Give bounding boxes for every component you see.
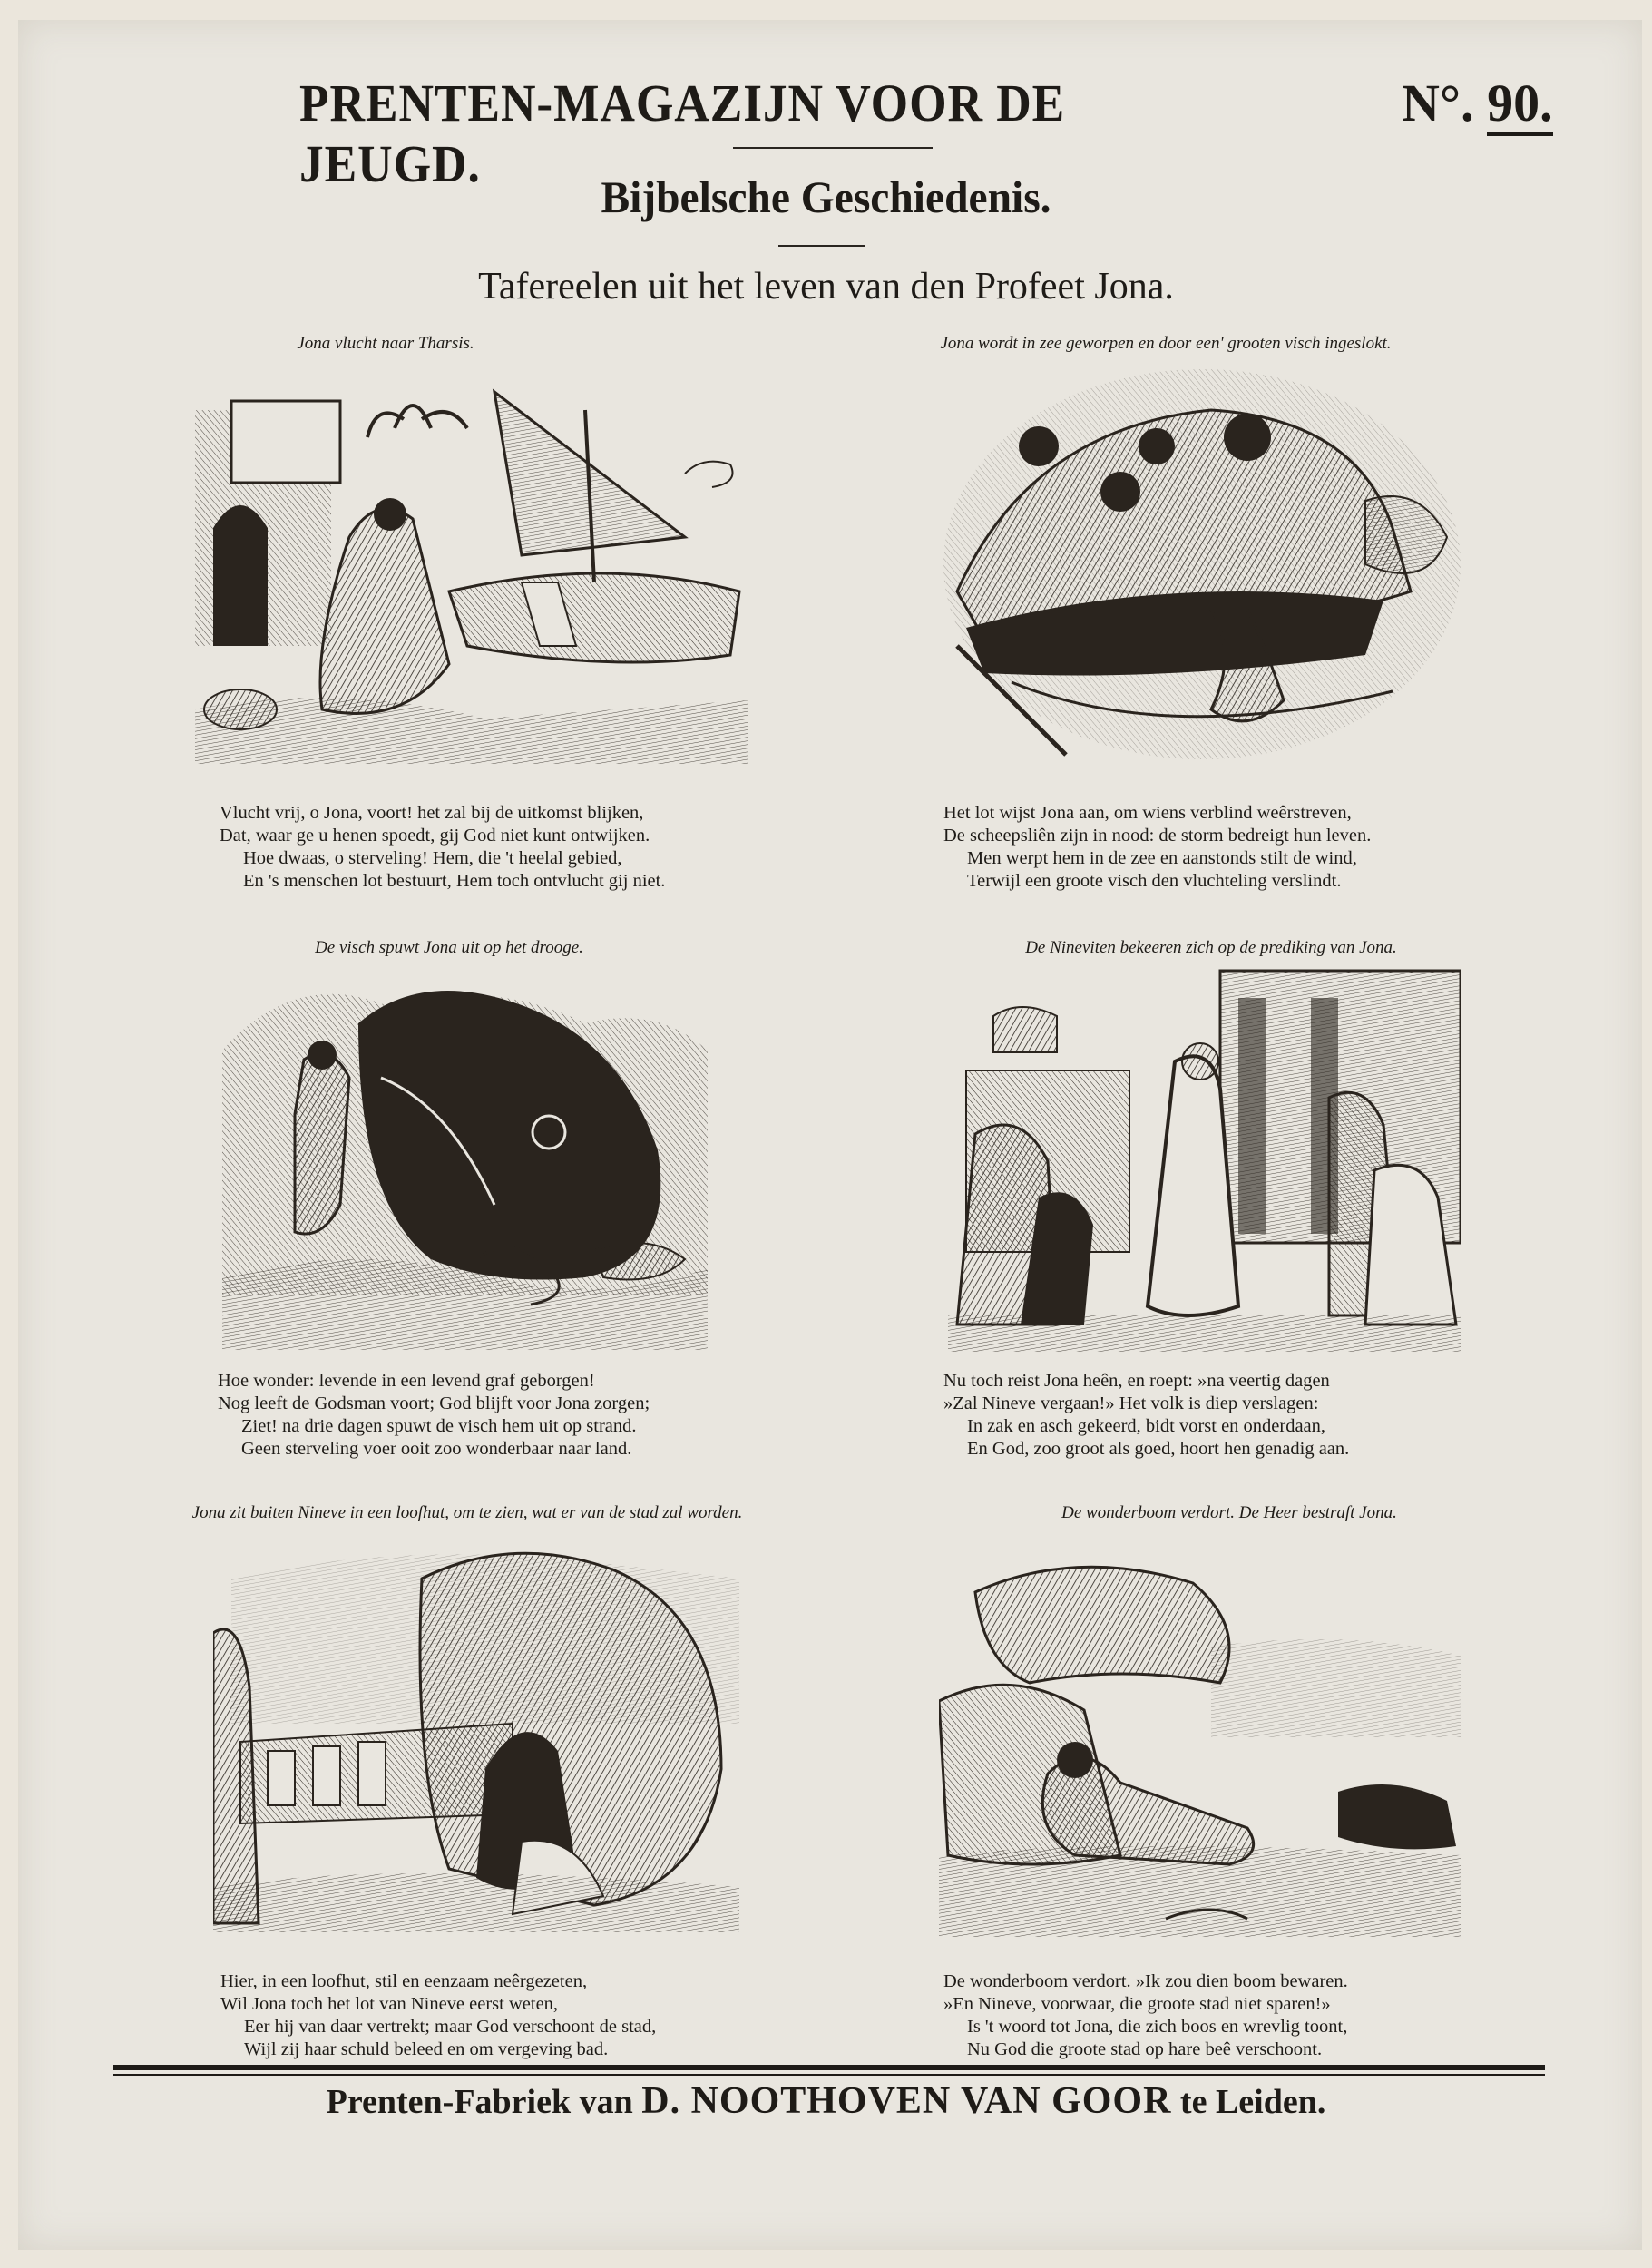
publisher-imprint xyxy=(0,2079,1652,2123)
verse-line: Vlucht vrij, o Jona, voort! het zal bij de uitkomst blijken, xyxy=(220,803,644,823)
footer-rule xyxy=(113,2065,1545,2070)
panel-3-verse xyxy=(218,1370,650,1461)
magazine-title: PRENTEN-MAGAZIJN VOOR DE JEUGD. xyxy=(299,73,1066,193)
verse-line: Nog leeft de Godsman voort; God blijft voor Jona zorgen; xyxy=(218,1393,650,1413)
section-subtitle: Bijbelsche Geschiedenis. xyxy=(601,171,1051,222)
verse-line: Nu toch reist Jona heên, en roept: »na veertig dagen xyxy=(943,1371,1330,1391)
imprint-prefix: Prenten-Fabriek van xyxy=(326,2083,633,2121)
verse-line: Geen sterveling voer ooit zoo wonderbaar naar land. xyxy=(241,1439,632,1459)
verse-line: Eer hij van daar vertrekt; maar God verschoont de stad, xyxy=(244,2017,657,2037)
verse-line: »En Nineve, voorwaar, die groote stad niet sparen!» xyxy=(943,1994,1331,2014)
verse-line: Wil Jona toch het lot van Nineve eerst weten, xyxy=(220,1994,559,2014)
verse-line: Hier, in een loofhut, stil en eenzaam neêrgezeten, xyxy=(220,1971,588,1991)
header-divider xyxy=(733,147,933,149)
panel-5-verse xyxy=(220,1970,656,2061)
panel-5-illustration xyxy=(213,1542,739,1932)
footer-rule-thin xyxy=(113,2074,1545,2076)
panel-5-caption: Jona zit buiten Nineve in een loofhut, om te zien, wat er van de stad zal worden. xyxy=(191,1503,743,1522)
verse-line: De wonderboom verdort. »Ik zou dien boom bewaren. xyxy=(943,1971,1348,1991)
verse-line: Wijl zij haar schuld beleed en om vergeving bad. xyxy=(244,2039,609,2059)
verse-line: Het lot wijst Jona aan, om wiens verblind weêrstreven, xyxy=(943,803,1352,823)
verse-line: De scheepsliên zijn in nood: de storm bedreigt hun leven. xyxy=(943,826,1372,846)
verse-line: Hoe wonder: levende in een levend graf geborgen! xyxy=(218,1371,595,1391)
verse-line: En God, zoo groot als goed, hoort hen genadig aan. xyxy=(967,1439,1350,1459)
panel-3-caption: De visch spuwt Jona uit op het drooge. xyxy=(315,938,583,957)
withered-plant-engraving xyxy=(939,1556,1461,1937)
panel-6-caption: De wonderboom verdort. De Heer bestraft Jona. xyxy=(1061,1503,1397,1522)
jonah-preaching-engraving xyxy=(948,962,1461,1352)
issue-number-value: 90. xyxy=(1487,73,1553,136)
verse-line: En 's menschen lot bestuurt, Hem toch ontvlucht gij niet. xyxy=(243,871,666,891)
verse-line: Dat, waar ge u henen spoedt, gij God niet kunt ontwijken. xyxy=(220,826,650,846)
verse-line: Hoe dwaas, o sterveling! Hem, die 't heelal gebied, xyxy=(243,848,622,868)
panel-2-caption: Jona wordt in zee geworpen en door een' grooten visch ingeslokt. xyxy=(940,334,1392,353)
issue-number xyxy=(1402,73,1553,133)
panel-1-illustration xyxy=(195,374,748,764)
subtitle-divider xyxy=(778,245,865,247)
publisher-name: D. NOOTHOVEN VAN GOOR xyxy=(641,2080,1172,2122)
panel-2-illustration xyxy=(939,356,1465,764)
fish-spits-out-jonah-engraving xyxy=(222,969,708,1350)
panel-2-verse xyxy=(943,802,1371,893)
panel-4-illustration xyxy=(948,962,1461,1352)
panel-6-illustration xyxy=(939,1556,1461,1937)
verse-line: »Zal Nineve vergaan!» Het volk is diep verslagen: xyxy=(943,1393,1319,1413)
verse-line: Men werpt hem in de zee en aanstonds stilt de wind, xyxy=(967,848,1357,868)
panel-3-illustration xyxy=(222,969,708,1350)
imprint-suffix: te Leiden. xyxy=(1179,2083,1326,2121)
verse-line: Is 't woord tot Jona, die zich boos en wrevlig toont, xyxy=(967,2017,1348,2037)
panel-4-verse xyxy=(943,1370,1349,1461)
jonah-thrown-overboard-engraving xyxy=(939,356,1465,764)
verse-line: Nu God die groote stad op hare beê verschoont. xyxy=(967,2039,1323,2059)
jonah-booth-engraving xyxy=(213,1542,739,1932)
verse-line: Ziet! na drie dagen spuwt de visch hem uit op strand. xyxy=(241,1416,637,1436)
panel-1-caption: Jona vlucht naar Tharsis. xyxy=(297,334,474,353)
series-title: Tafereelen uit het leven van den Profeet Jona. xyxy=(478,266,1174,308)
issue-number-prefix: N°. xyxy=(1402,73,1474,132)
verse-line: In zak en asch gekeerd, bidt vorst en onderdaan, xyxy=(967,1416,1326,1436)
verse-line: Terwijl een groote visch den vluchteling verslindt. xyxy=(967,871,1342,891)
panel-1-verse xyxy=(220,802,665,893)
panel-6-verse xyxy=(943,1970,1348,2061)
panel-4-caption: De Nineviten bekeeren zich op de prediking van Jona. xyxy=(1025,938,1397,957)
jonah-fleeing-engraving xyxy=(195,374,748,764)
